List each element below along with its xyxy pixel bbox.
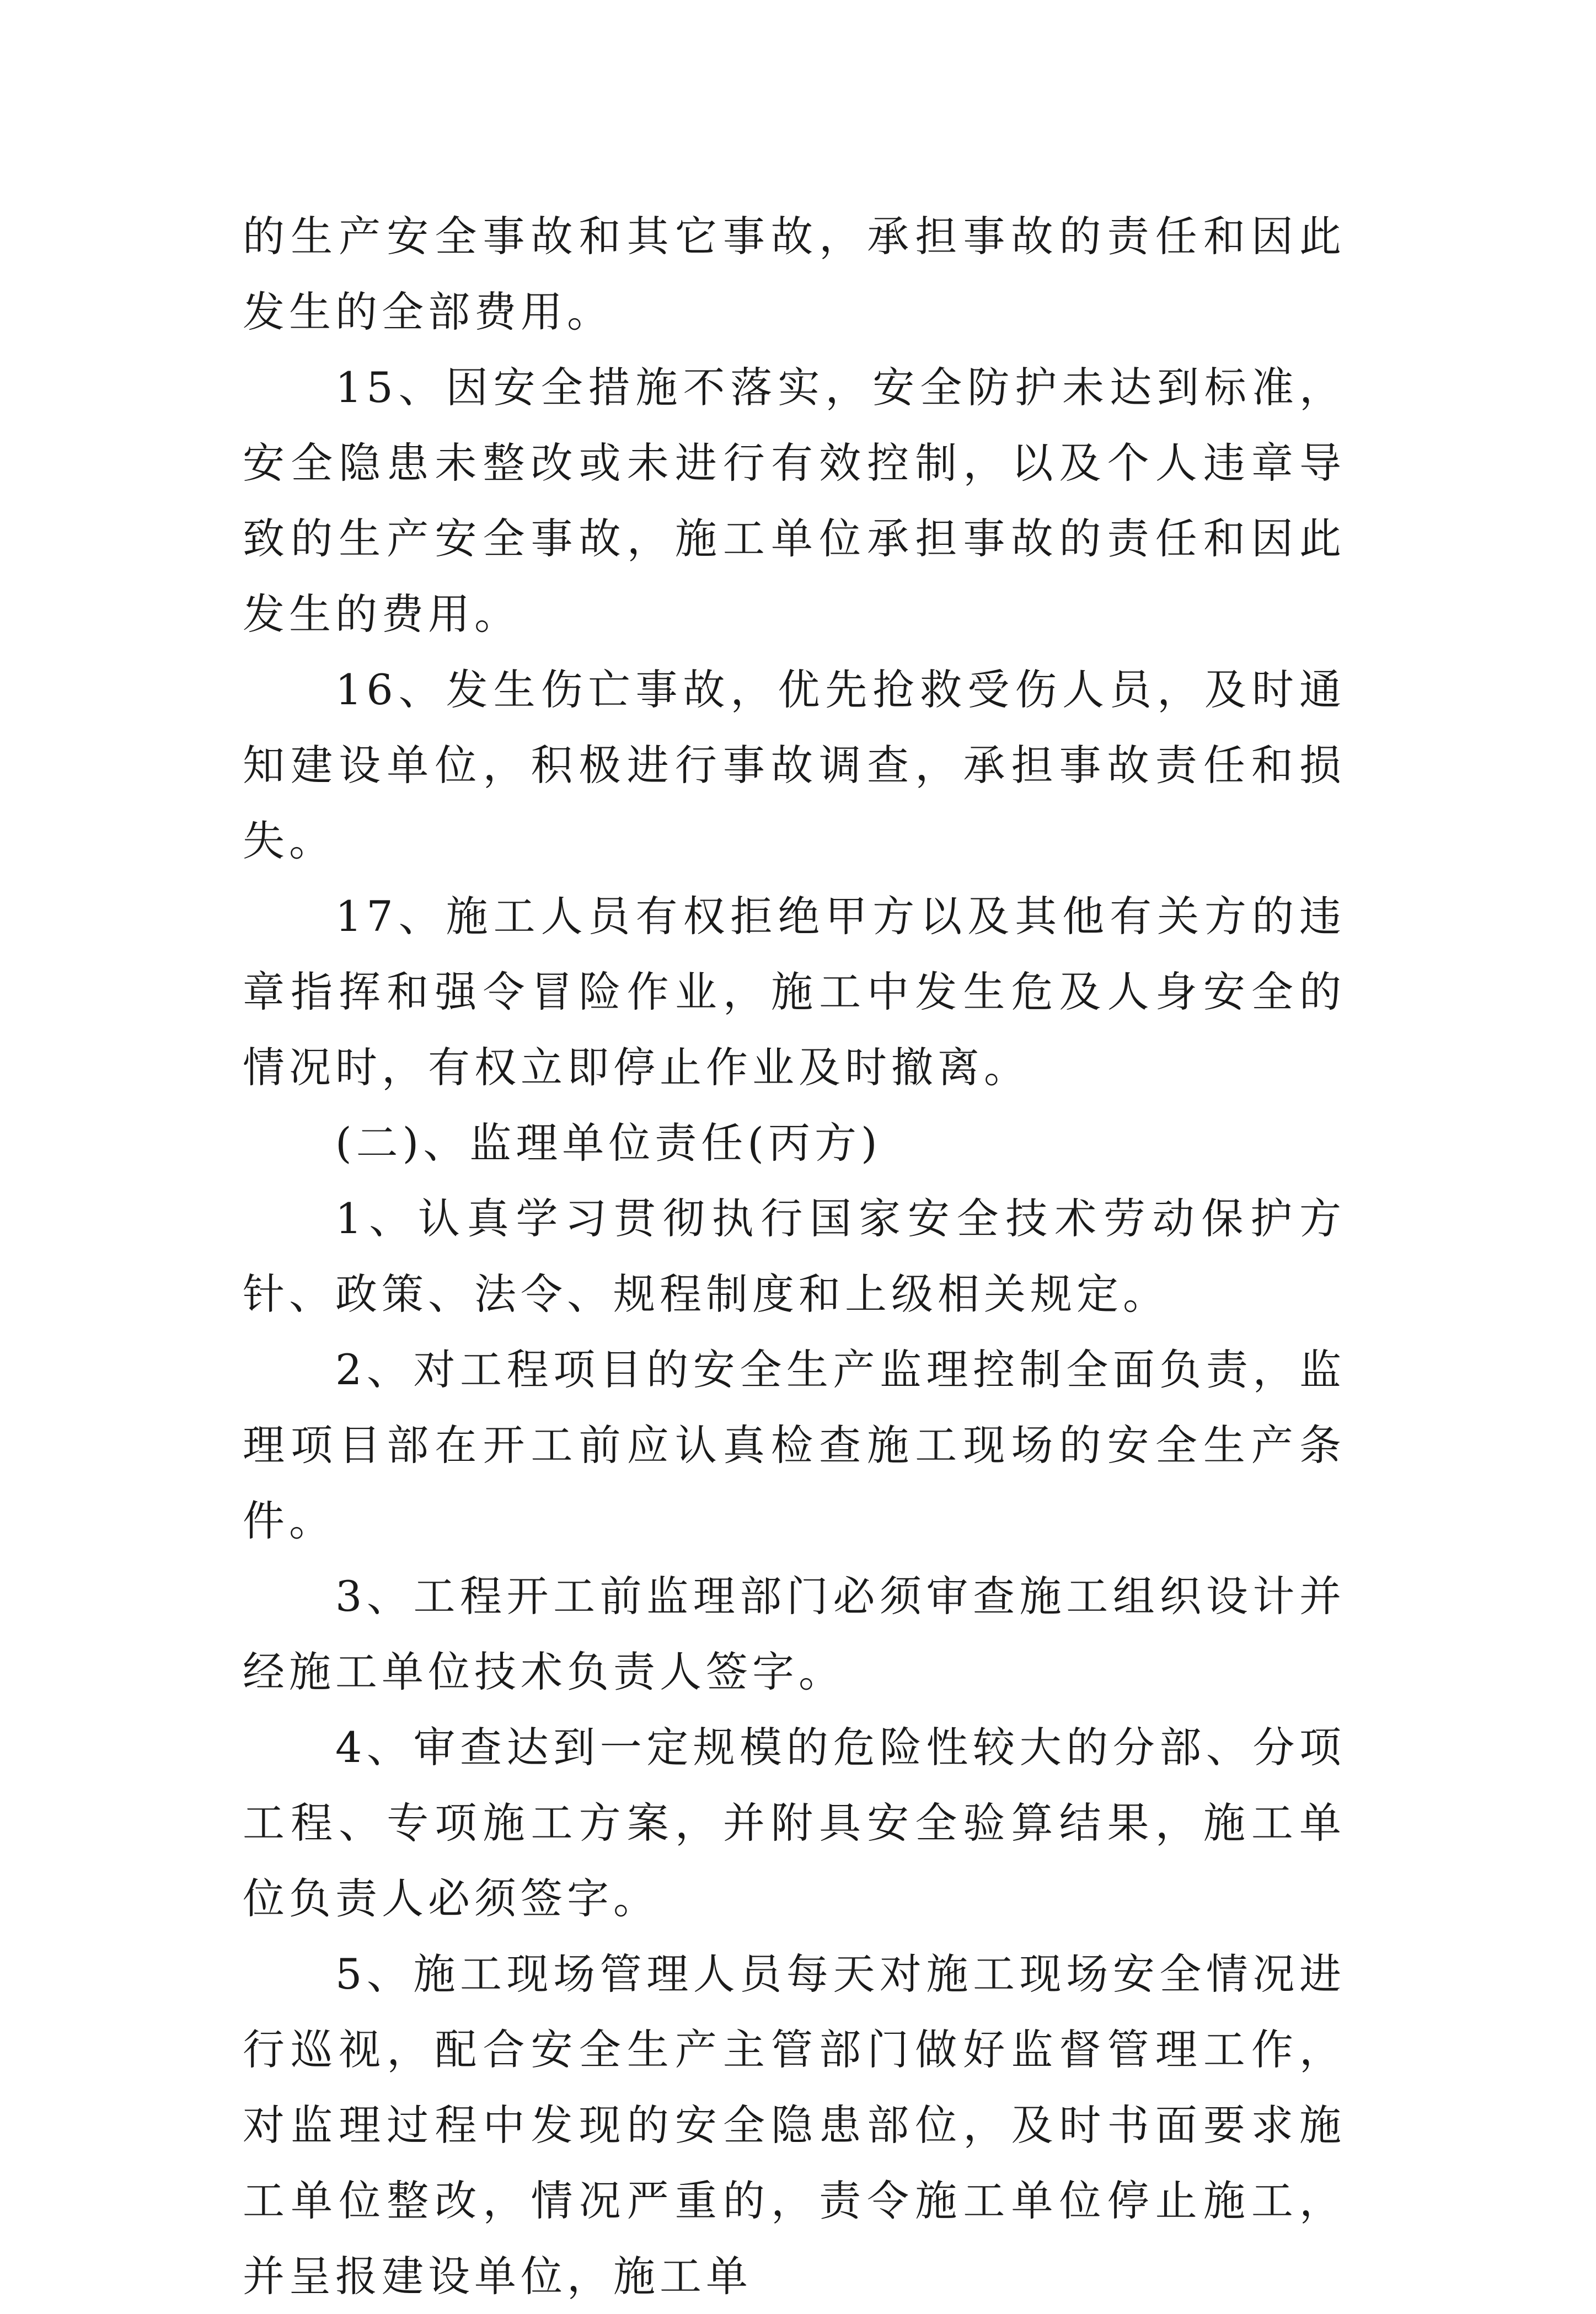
section-heading-supervision: (二)、监理单位责任(丙方) (335, 1118, 882, 1167)
paragraph-item-1: 1、认真学习贯彻执行国家安全技术劳动保护方针、政策、法令、规程制度和上级相关规定。 (243, 1194, 1346, 1319)
paragraph-continuation: 的生产安全事故和其它事故，承担事故的责任和因此发生的全部费用。 (243, 212, 1346, 336)
paragraph-item-17: 17、施工人员有权拒绝甲方以及其他有关方的违章指挥和强令冒险作业，施工中发生危及人身安全的情况时，有权立即停止作业及时撤离。 (243, 892, 1346, 1092)
paragraph-item-3: 3、工程开工前监理部门必须审查施工组织设计并经施工单位技术负责人签字。 (243, 1572, 1346, 1696)
paragraph-item-16: 16、发生伤亡事故，优先抢救受伤人员，及时通知建设单位，积极进行事故调查，承担事故责任和损失。 (243, 665, 1346, 865)
paragraph-item-4: 4、审查达到一定规模的危险性较大的分部、分项工程、专项施工方案，并附具安全验算结果，施工单位负责人必须签字。 (243, 1723, 1346, 1923)
paragraph-item-15: 15、因安全措施不落实，安全防护未达到标准，安全隐患未整改或未进行有效控制，以及个人违章导致的生产安全事故，施工单位承担事故的责任和因此发生的费用。 (243, 363, 1346, 639)
paragraph-item-2: 2、对工程项目的安全生产监理控制全面负责，监理项目部在开工前应认真检查施工现场的安全生产条件。 (243, 1345, 1346, 1545)
paragraph-item-5: 5、施工现场管理人员每天对施工现场安全情况进行巡视，配合安全生产主管部门做好监督管理工作，对监理过程中发现的安全隐患部位，及时书面要求施工单位整改，情况严重的，责令施工单位停止施工，并呈报建设单位，施工单 (243, 1949, 1346, 2301)
document-body (243, 199, 1346, 2314)
